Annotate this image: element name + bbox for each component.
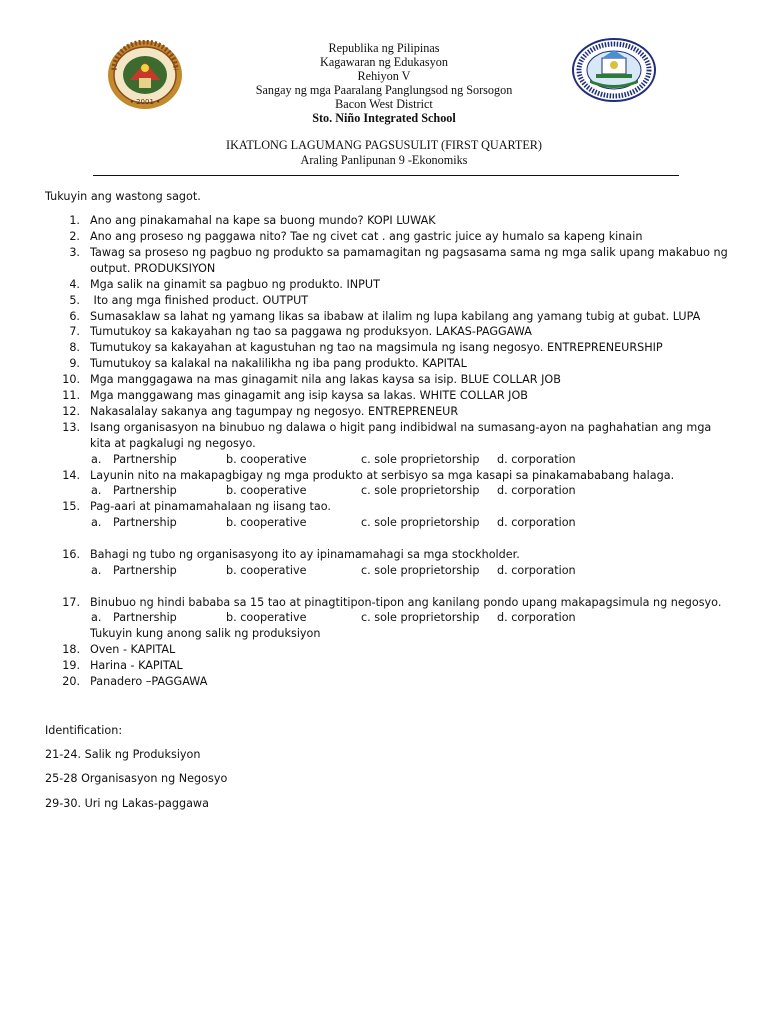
header-department: Kagawaran ng Edukasyon	[320, 55, 448, 69]
item-number: 19.	[62, 659, 80, 672]
item-text-continued: output. PRODUKSIYON	[90, 262, 216, 275]
item-text: Tumutukoy sa kakayahan at kagustuhan ng tao na magsimula ng isang negosyo. ENTREPRENEURSHIP	[90, 341, 663, 354]
choice-a: Partnership	[113, 564, 177, 577]
item-text: Bahagi ng tubo ng organisasyong ito ay ipinamamahagi sa mga stockholder.	[90, 548, 520, 561]
choice-c: c. sole proprietorship	[361, 453, 480, 466]
choice-c: c. sole proprietorship	[361, 611, 480, 624]
exam-subject: Araling Panlipunan 9 -Ekonomiks	[300, 153, 468, 167]
choice-b: b. cooperative	[226, 564, 307, 577]
sub-instruction: Tukuyin kung anong salik ng produksiyon	[90, 627, 321, 640]
choice-d: d. corporation	[497, 564, 576, 577]
item-text: Harina - KAPITAL	[90, 659, 183, 672]
item-number: 13.	[62, 421, 80, 434]
header-republic: Republika ng Pilipinas	[328, 41, 440, 55]
item-number: 18.	[62, 643, 80, 656]
item-number: 8.	[69, 341, 80, 354]
item-text: Panadero –PAGGAWA	[90, 675, 208, 688]
item-number: 10.	[62, 373, 80, 386]
item-number: 15.	[62, 500, 80, 513]
item-text: Tawag sa proseso ng pagbuo ng produkto sa pamamagitan ng pagsasama sama ng mga salik upang makabuo ng	[90, 246, 728, 259]
item-number: 4.	[69, 278, 80, 291]
item-number: 16.	[62, 548, 80, 561]
item-text: Mga manggagawa na mas ginagamit nila ang lakas kaysa sa isip. BLUE COLLAR JOB	[90, 373, 561, 386]
item-text: Isang organisasyon na binubuo ng dalawa o higit pang indibidwal na sumasang-ayon na paghahatian ang mga	[90, 421, 712, 434]
choice-b: b. cooperative	[226, 516, 307, 529]
choice-a-label: a.	[91, 516, 102, 529]
item-number: 1.	[69, 214, 80, 227]
choice-b: b. cooperative	[226, 484, 307, 497]
item-text: Oven - KAPITAL	[90, 643, 176, 656]
choice-c: c. sole proprietorship	[361, 564, 480, 577]
item-text-continued: kita at pagkalugi ng negosyo.	[90, 437, 256, 450]
item-text: Tumutukoy sa kakayahan ng tao sa paggawa ng produksyon. LAKAS-PAGGAWA	[90, 325, 532, 338]
header-region: Rehiyon V	[357, 69, 411, 83]
item-number: 14.	[62, 469, 80, 482]
document-header	[0, 41, 768, 125]
item-text: Binubuo ng hindi bababa sa 15 tao at pinagtitipon-tipon ang kanilang pondo upang makapagsimula ng negosyo.	[90, 596, 722, 609]
choice-a-label: a.	[91, 484, 102, 497]
choice-b: b. cooperative	[226, 611, 307, 624]
choice-b: b. cooperative	[226, 453, 307, 466]
choice-c: c. sole proprietorship	[361, 484, 480, 497]
choice-d: d. corporation	[497, 516, 576, 529]
item-number: 6.	[69, 310, 80, 323]
exam-title: IKATLONG LAGUMANG PAGSUSULIT (FIRST QUARTER)	[226, 138, 542, 152]
identification-line: 29-30. Uri ng Lakas-paggawa	[45, 797, 209, 810]
header-divider	[93, 175, 679, 176]
item-number: 5.	[69, 294, 80, 307]
choice-c: c. sole proprietorship	[361, 516, 480, 529]
item-number: 2.	[69, 230, 80, 243]
item-number: 3.	[69, 246, 80, 259]
item-text: Ano ang proseso ng paggawa nito? Tae ng civet cat . ang gastric juice ay humalo sa kapeng kinain	[90, 230, 643, 243]
item-number: 20.	[62, 675, 80, 688]
item-text: Sumasaklaw sa lahat ng yamang likas sa ibabaw at ilalim ng lupa kabilang ang yamang tubig at gubat. LUPA	[90, 310, 701, 323]
item-number: 7.	[69, 325, 80, 338]
item-number: 9.	[69, 357, 80, 370]
choice-a: Partnership	[113, 516, 177, 529]
instructions: Tukuyin ang wastong sagot.	[45, 190, 201, 203]
header-district: Bacon West District	[335, 97, 433, 111]
choice-d: d. corporation	[497, 611, 576, 624]
item-text: Layunin nito na makapagbigay ng mga produkto at serbisyo sa mga kasapi sa pinakamababang halaga.	[90, 469, 675, 482]
identification-line: 25-28 Organisasyon ng Negosyo	[45, 772, 228, 785]
choice-a-label: a.	[91, 611, 102, 624]
header-school-name: Sto. Niño Integrated School	[312, 111, 456, 125]
item-text: Nakasalalay sakanya ang tagumpay ng negosyo. ENTREPRENEUR	[90, 405, 459, 418]
item-text: Mga manggawang mas ginagamit ang isip kaysa sa lakas. WHITE COLLAR JOB	[90, 389, 528, 402]
identification-title: Identification:	[45, 724, 123, 737]
item-number: 17.	[62, 596, 80, 609]
item-text: Ito ang mga finished product. OUTPUT	[90, 294, 309, 307]
choice-a: Partnership	[113, 484, 177, 497]
identification-line: 21-24. Salik ng Produksiyon	[45, 748, 201, 761]
exam-heading	[0, 138, 768, 168]
item-number: 11.	[62, 389, 80, 402]
choice-a: Partnership	[113, 611, 177, 624]
item-text: Mga salik na ginamit sa pagbuo ng produkto. INPUT	[90, 278, 380, 291]
choice-a: Partnership	[113, 453, 177, 466]
seal-year: • 2001 •	[129, 98, 161, 106]
item-text: Pag-aari at pinamamahalaan ng iisang tao.	[90, 500, 331, 513]
choice-a-label: a.	[91, 453, 102, 466]
choice-d: d. corporation	[497, 453, 576, 466]
header-division: Sangay ng mga Paaralang Panglungsod ng Sorsogon	[255, 83, 513, 97]
item-text: Ano ang pinakamahal na kape sa buong mundo? KOPI LUWAK	[90, 214, 436, 227]
choice-a-label: a.	[91, 564, 102, 577]
item-number: 12.	[62, 405, 80, 418]
choice-d: d. corporation	[497, 484, 576, 497]
item-text: Tumutukoy sa kalakal na nakalilikha ng iba pang produkto. KAPITAL	[90, 357, 467, 370]
